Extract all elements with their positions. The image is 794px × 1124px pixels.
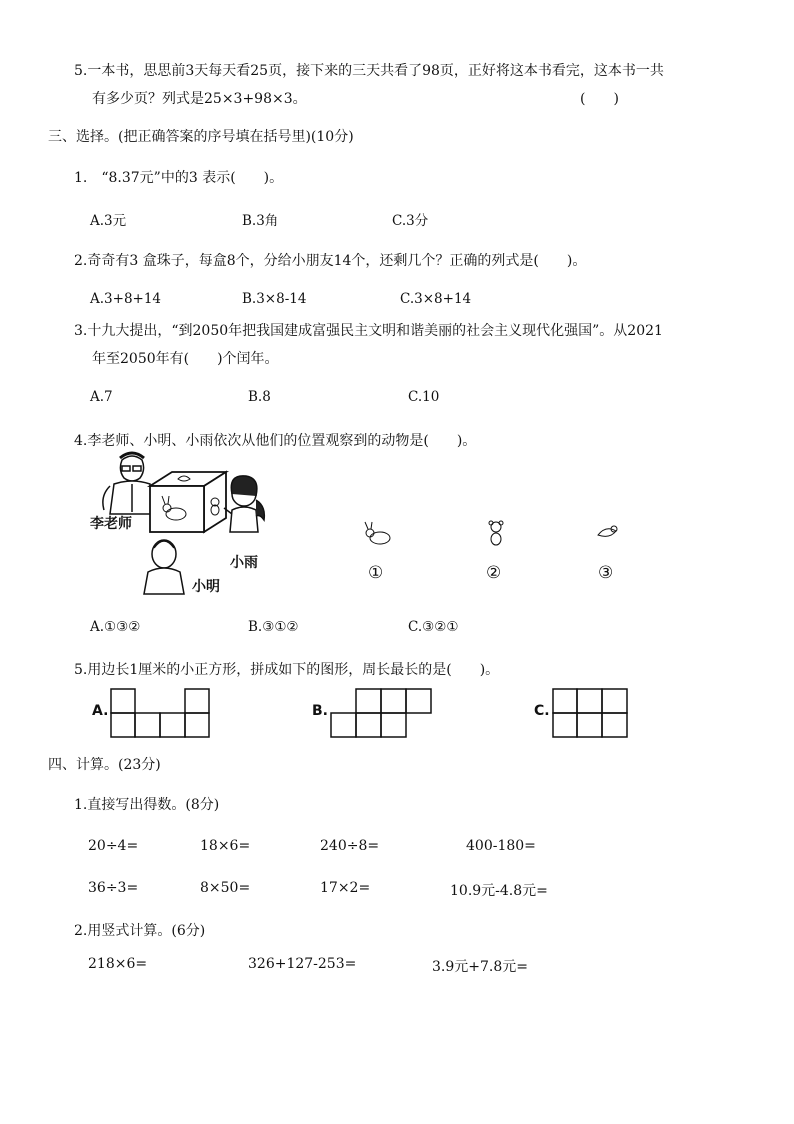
section-calc-heading: 四、计算。(23分) xyxy=(48,757,161,773)
choice-q3-option-c: C.10 xyxy=(408,389,440,405)
oral-item: 10.9元-4.8元= xyxy=(450,883,548,899)
view-number-2: ② xyxy=(486,563,502,583)
oral-item: 8×50= xyxy=(200,880,251,896)
vertical-item: 218×6= xyxy=(88,956,148,972)
oral-item: 36÷3= xyxy=(88,880,139,896)
vertical-item: 326+127-253= xyxy=(248,956,357,972)
figure-b-label: B. xyxy=(312,703,328,719)
choice-q1-option-b: B.3角 xyxy=(242,213,279,229)
view-number-3: ③ xyxy=(598,563,614,583)
choice-q1-option-c: C.3分 xyxy=(392,213,429,229)
choice-q4-option-c: C.③②① xyxy=(408,619,459,635)
view-rabbit-icon xyxy=(360,522,394,548)
judge-q5-line1: 5.一本书，思思前3天每天看25页，接下来的三天共看了98页，正好将这本书看完，这本书一共 xyxy=(74,63,664,79)
calc-vertical-title: 2.用竖式计算。(6分) xyxy=(74,923,206,939)
figure-a-label: A. xyxy=(92,703,109,719)
choice-q4-stem: 4.李老师、小明、小雨依次从他们的位置观察到的动物是( )。 xyxy=(74,433,477,449)
choice-q2-option-a: A.3+8+14 xyxy=(90,291,162,307)
girl-figure xyxy=(224,476,264,532)
figure-a-squares xyxy=(110,688,210,738)
choice-q1-stem: 1. “8.37元”中的3 表示( )。 xyxy=(74,170,284,186)
box-cube xyxy=(150,472,226,532)
oral-item: 240÷8= xyxy=(320,838,380,854)
choice-q2-option-b: B.3×8-14 xyxy=(242,291,307,307)
choice-q5-stem: 5.用边长1厘米的小正方形，拼成如下的图形，周长最长的是( )。 xyxy=(74,662,500,678)
boy-figure xyxy=(144,540,184,594)
choice-q3-stem-line1: 3.十九大提出，“到2050年把我国建成富强民主文明和谐美丽的社会主义现代化强国”。从2021 xyxy=(74,323,663,339)
figure-c-label: C. xyxy=(534,703,550,719)
judge-q5-line2: 有多少页？列式是25×3+98×3。 xyxy=(92,91,307,107)
oral-item: 18×6= xyxy=(200,838,251,854)
label-teacher: 李老师 xyxy=(90,516,132,532)
label-xiaoyu: 小雨 xyxy=(230,555,258,571)
view-squirrel-icon xyxy=(596,523,620,543)
choice-q3-stem-line2: 年至2050年有( )个闰年。 xyxy=(92,351,279,367)
choice-q3-option-a: A.7 xyxy=(90,389,113,405)
choice-q4-option-b: B.③①② xyxy=(248,619,299,635)
oral-item: 17×2= xyxy=(320,880,371,896)
calc-oral-title: 1.直接写出得数。(8分) xyxy=(74,797,220,813)
choice-q2-stem: 2.奇奇有3 盒珠子，每盒8个，分给小朋友14个，还剩几个？正确的列式是( )。 xyxy=(74,253,587,269)
label-xiaoming: 小明 xyxy=(192,579,220,595)
figure-b-squares xyxy=(330,688,432,738)
teacher-figure xyxy=(103,453,154,514)
judge-q5-answer-bracket[interactable]: ( ) xyxy=(580,91,619,107)
view-bear-icon xyxy=(486,520,506,548)
choice-q3-option-b: B.8 xyxy=(248,389,271,405)
vertical-item: 3.9元+7.8元= xyxy=(432,959,528,975)
view-number-1: ① xyxy=(368,563,384,583)
oral-item: 20÷4= xyxy=(88,838,139,854)
section-choice-heading: 三、选择。(把正确答案的序号填在括号里)(10分) xyxy=(48,129,354,145)
figure-c-squares xyxy=(552,688,628,738)
oral-item: 400-180= xyxy=(466,838,536,854)
choice-q4-option-a: A.①③② xyxy=(90,619,141,635)
choice-q2-option-c: C.3×8+14 xyxy=(400,291,472,307)
choice-q1-option-a: A.3元 xyxy=(90,213,127,229)
